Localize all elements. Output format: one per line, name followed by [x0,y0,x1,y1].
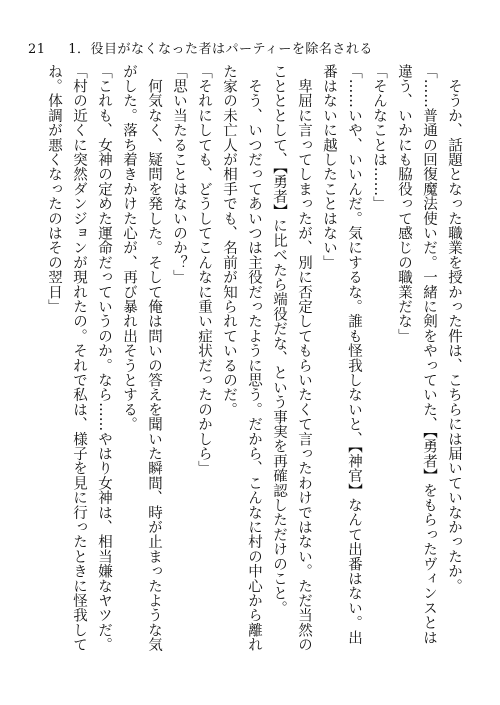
text-line: 番はないに越したことはない」 [321,64,337,270]
text-line: そうか、話題となった職業を授かった件は、こちらには届いていなかったか。 [446,64,462,594]
text-line: ね。体調が悪くなったのはその翌日」 [46,64,62,314]
page-number: 21 [28,42,46,57]
text-line: た家の未亡人が相手でも、名前が知られているのだ。 [221,64,237,417]
chapter-title: 1．役目がなくなった者はパーティーを除名される [68,42,373,57]
text-line: 「……普通の回復魔法使いだ。一緒に剣をやっていた、【勇者】をもらったヴィンスとは [421,64,437,645]
text-line: 「そんなことは……」 [371,64,387,211]
text-line: そう、いつだってあいつは主役だったように思う。だから、こんなに村の中心から離れ [246,64,262,652]
text-line: 「それにしても、どうしてこんなに重い症状だったのかしら」 [196,64,212,476]
text-line: 「村の近くに突然ダンジョンが現れたの。それで私は、様子を見に行ったときに怪我して [71,64,87,652]
text-line: 「……いや、いいんだ。気にするな。誰も怪我しないと、【神官】なんて出番はない。出 [346,64,362,645]
text-line: 卑屈に言ってしまったが、別に否定してもらいたくて言ったわけではない。ただ当然の [296,64,312,652]
vertical-body-text [26,64,466,664]
text-line: がした。落ち着きかけた心が、再び暴れ出そうとする。 [121,64,137,432]
text-line: ことととして、【勇者】に比べたら端役だな、という事実を再確認しただけのこと。 [271,64,287,616]
page-header [28,38,373,57]
text-line: 何気なく、疑問を発した。そして俺は問いの答えを聞いた瞬間、時が止まったような気 [146,64,162,652]
text-line: 違う、いかにも脇役って感じの職業だな」 [396,64,412,344]
text-line: 「思い当たることはないのか？」 [171,64,187,285]
text-line: 「これも、女神の定めた運命だっていうのか。なら……やはり女神は、相当嫌なヤツだ。 [96,64,112,652]
